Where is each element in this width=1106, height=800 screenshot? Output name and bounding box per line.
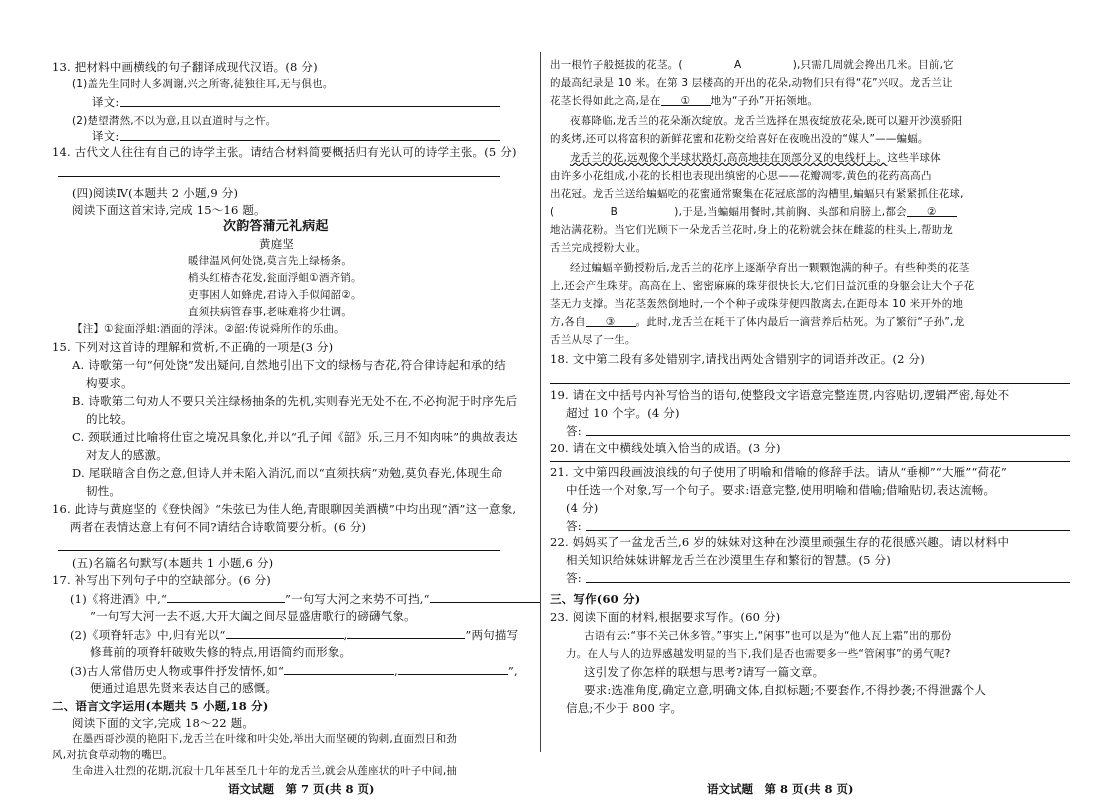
answer-line <box>586 582 1070 583</box>
passage-para-4: 龙舌兰的花,远观像个半球状路灯,高高地挂在顶部分叉的电线杆上。这些半球体 <box>570 152 941 164</box>
passage-para-5-line-2: 上,还会产生珠芽。高高在上、密密麻麻的珠芽很快长大,它们日益沉重的身躯会让大个子花 <box>550 280 975 292</box>
right-page <box>540 0 1106 800</box>
page-footer-8: 语文试题 第 8 页(共 8 页) <box>707 782 854 796</box>
blank-marker-b: B <box>610 206 618 218</box>
q13-sentence-1: (1)盖先生同时人多凋谢,兴之所寄,徒独往耳,无与俱也。 <box>72 78 334 90</box>
blank-marker-3: ③ <box>586 314 636 327</box>
q21-line-2: 中任选一个对象,写一个句子。要求:语意完整,使用明喻和借喻;借喻贴切,表达流畅。 <box>566 483 996 497</box>
q13-yiwen-1: 译文: <box>92 95 120 109</box>
answer-line <box>58 550 500 551</box>
q17-item-2-cont: 修葺前的项脊轩破败失修的特点,用语简约而形象。 <box>90 645 352 659</box>
q17-item-1: (1)《将进酒》中,“ ”一句写大河之来势不可挡,“ <box>70 590 540 607</box>
passage-para-4-line-2: 由许多小花组成,小花的长相也表现出缜密的心思——花瓣凋零,黄色的花药高高凸 <box>550 170 932 182</box>
left-page <box>0 0 540 800</box>
q17-item-1-cont: ”一句写大河一去不返,大开大阖之间尽显盛唐歌行的磅礴气象。 <box>90 609 416 623</box>
q23-requirements: 要求:选准角度,确定立意,明确文体,自拟标题;不要套作,不得抄袭;不得泄露个人 <box>584 683 987 697</box>
passage-para-2-cont: 出一根竹子般挺拔的花茎。( A ),只需几周就会搀出几米。目前,它 <box>550 59 954 71</box>
q19-answer-label: 答: <box>566 424 582 438</box>
q23-head: 23. 阅读下面的材料,根据要求写作。(60 分) <box>550 610 781 624</box>
poem-line-4: 直须扶病管春事,老味难将少壮调。 <box>188 306 353 318</box>
q22-line-2: 相关知识给妹妹讲解龙舌兰在沙漠里生存和繁衍的智慧。(5 分) <box>566 553 891 567</box>
q21-line-3: (4 分) <box>566 501 599 515</box>
q15-option-b: B. 诗歌第二句劝人不要只关注绿杨抽条的先机,实则春光无处不在,不必拘泥于时序先后 <box>72 394 518 408</box>
q23-requirements-cont: 信息;不少于 800 字。 <box>566 701 683 715</box>
q15-option-d: D. 尾联暗含自伤之意,但诗人并未陷入消沉,而以“直须扶病”劝勉,莫负春光,体现生命 <box>72 466 503 480</box>
poem-author: 黄庭坚 <box>259 237 295 251</box>
poem-title: 次韵答蒲元礼病起 <box>223 219 329 234</box>
answer-line <box>58 176 500 177</box>
q15-option-d-cont: 韧性。 <box>86 484 122 498</box>
q20: 20. 请在文中横线处填入恰当的成语。(3 分) <box>550 441 781 455</box>
section-writing-head: 三、写作(60 分) <box>550 592 641 606</box>
q17-item-3-cont: 便通过追思先贤来表达自己的感慨。 <box>90 681 278 695</box>
passage-para-1: 在墨西哥沙漠的艳阳下,龙舌兰在叶缘和叶尖处,举出大而坚硬的钩刺,直面烈日和劲 <box>72 733 458 745</box>
q13-head: 13. 把材料中画横线的句子翻译成现代汉语。(8 分) <box>52 60 318 74</box>
section-4-head: (四)阅读Ⅳ(本题共 2 小题,9 分) <box>72 186 239 200</box>
q19-line-2: 超过 10 个字。(4 分) <box>566 406 680 420</box>
passage-para-4-line-5: 地沾满花粉。当它们光顾下一朵龙舌兰花时,身上的花粉就会抹在雌蕊的柱头上,帮助龙 <box>550 224 953 236</box>
blank-marker-1: ① <box>661 93 711 106</box>
passage-para-2-line-4: 花茎长得如此之高,是在 ① 地为“子孙”开拓领地。 <box>550 95 819 107</box>
wavy-sentence: 龙舌兰的花,远观像个半球状路灯,高高地挂在顶部分叉的电线杆上。 <box>570 152 888 164</box>
poem-note: 【注】①瓮面浮蛆:酒面的浮沫。②韶:传说舜所作的乐曲。 <box>72 323 345 335</box>
passage-para-1-cont: 风,对抗食草动物的嘴巴。 <box>52 749 174 761</box>
blank-marker-2: ② <box>907 204 957 217</box>
q18: 18. 文中第二段有多处错别字,请找出两处含错别字的词语并改正。(2 分) <box>550 352 925 366</box>
q13-yiwen-2: 译文: <box>92 129 120 143</box>
passage-para-4-line-4: ( B ),于是,当蝙蝠用餐时,其前胸、头部和肩膀上,都会 ② <box>550 204 957 220</box>
q16-line-1: 16. 此诗与黄庭坚的《登快阁》“朱弦已为佳人绝,青眼聊因美酒横”中均出现“酒”这一意象, <box>52 502 517 516</box>
passage-para-5-line-3: 茎无力支撑。当花茎轰然倒地时,一个个种子或珠芽便四散离去,在距母本 10 米开外的地 <box>550 298 964 310</box>
language-intro: 阅读下面的文字,完成 18～22 题。 <box>72 716 255 730</box>
passage-para-5: 经过蝙蝠辛勤授粉后,龙舌兰的花序上逐渐孕育出一颗颗饱满的种子。有些种类的花茎 <box>570 262 970 274</box>
q15-option-c-cont: 对友人的感激。 <box>86 448 168 462</box>
q23-prompt: 这引发了你怎样的联想与思考?请写一篇文章。 <box>584 665 825 679</box>
passage-para-4-line-3: 出花冠。龙舌兰送给蝙蝠吃的花蜜通常聚集在花冠底部的沟槽里,蝙蝠只有紧紧抓住花球, <box>550 188 964 200</box>
q15-option-b-cont: 的比较。 <box>86 412 133 426</box>
q21-answer-label: 答: <box>566 519 582 533</box>
q13-sentence-2: (2)楚望潸然,不以为意,且以直道时与之忤。 <box>72 115 277 127</box>
passage-para-5-line-5: 舌兰从尽了一生。 <box>550 334 636 346</box>
q17-head: 17. 补写出下列句子中的空缺部分。(6 分) <box>52 573 271 587</box>
section-4-intro: 阅读下面这首宋诗,完成 15～16 题。 <box>72 203 266 217</box>
q23-material-1: 古语有云:“事不关己休多管。”事实上,“闲事”也可以是为“他人瓦上霜”出的那份 <box>584 630 952 642</box>
q21-line-1: 21. 文中第四段画波浪线的句子使用了明喻和借喻的修辞手法。请从“垂柳”“大雁”“荷花” <box>550 465 1008 479</box>
q15-option-a-cont: 构要求。 <box>86 376 133 390</box>
page-footer-7: 语文试题 第 7 页(共 8 页) <box>228 782 375 796</box>
passage-para-2: 生命进入壮烈的花期,沉寂十几年甚至几十年的龙舌兰,就会从莲座状的叶子中间,抽 <box>72 765 458 777</box>
passage-para-5-line-4: 方,各自 ③ 。此时,龙舌兰在耗干了体内最后一滴营养后枯死。为了繁衍“子孙”,龙 <box>550 316 965 328</box>
poem-line-2: 梢头红椿杏花发,瓮面浮蛆①酒齐销。 <box>188 272 362 284</box>
answer-line <box>586 435 1070 436</box>
section-language-head: 二、语言文字运用(本题共 5 小题,18 分) <box>52 699 269 713</box>
q23-material-2: 力。在人与人的边界感越发明显的当下,我们是否也需要多一些“管闲事”的勇气呢? <box>566 648 951 660</box>
answer-line <box>550 383 1070 384</box>
q17-item-3: (3)古人常借历史人物或事件抒发情怀,如“ , ”, <box>70 664 518 678</box>
answer-line <box>120 140 500 141</box>
passage-para-4-line-6: 舌兰完成授粉大业。 <box>550 242 647 254</box>
answer-line <box>586 530 1070 531</box>
section-5-head: (五)名篇名句默写(本题共 1 小题,6 分) <box>72 556 274 570</box>
q15-option-a: A. 诗歌第一句“何处饶”发出疑问,自然地引出下文的绿杨与杏花,符合律诗起和承的结 <box>72 358 506 372</box>
q14: 14. 古代文人往往有自己的诗学主张。请结合材料简要概括归有光认可的诗学主张。(5 分) <box>52 145 517 159</box>
passage-para-3-cont: 的炙烤,还可以将富积的新鲜花蜜和花粉交给喜好在夜晚出没的“媒人”——蝙蝠。 <box>550 133 929 145</box>
passage-para-3: 夜幕降临,龙舌兰的花朵渐次绽放。龙舌兰选择在黑夜绽放花朵,既可以避开沙漠骄阳 <box>570 115 963 127</box>
passage-para-2-line-3: 的最高纪录是 10 米。在第 3 层楼高的开出的花朵,动物们只有得“花”兴叹。龙舌兰让 <box>550 77 953 89</box>
q15-head: 15. 下列对这首诗的理解和赏析,不正确的一项是(3 分) <box>52 340 334 354</box>
poem-line-3: 吏事困人如蜂虎,君诗入手似闻韶②。 <box>188 289 362 301</box>
q16-line-2: 两者在表情达意上有何不同?请结合诗歌简要分析。(6 分) <box>70 520 367 534</box>
q17-item-2: (2)《项脊轩志》中,归有光以“ , ”两句描写 <box>70 628 519 642</box>
poem-line-1: 暖律温风何处饶,莫言先上绿杨条。 <box>188 255 353 267</box>
q15-option-c: C. 颈联通过比喻将仕宦之境况具象化,并以“孔子闻《韶》乐,三月不知肉味”的典故表达 <box>72 430 518 444</box>
answer-line <box>550 461 1070 462</box>
q22-line-1: 22. 妈妈买了一盆龙舌兰,6 岁的妹妹对这种在沙漠里顽强生存的花很感兴趣。请以材料中 <box>550 535 1010 549</box>
answer-line <box>120 106 500 107</box>
q22-answer-label: 答: <box>566 571 582 585</box>
blank-marker-a: A <box>734 59 742 71</box>
q19-line-1: 19. 请在文中括号内补写恰当的语句,使整段文字语意完整连贯,内容贴切,逻辑严密,每处不 <box>550 388 1010 402</box>
